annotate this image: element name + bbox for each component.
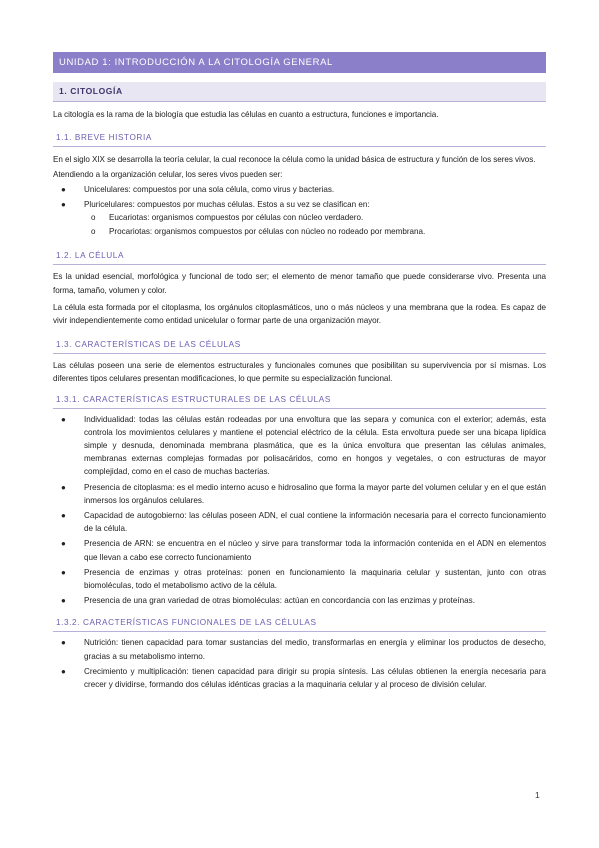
list-item: [53, 413, 546, 479]
list-item: [53, 636, 546, 662]
bullet-icon: ●: [61, 666, 66, 676]
list-item: [53, 481, 546, 507]
list-item-text: Nutrición: tienen capacidad para tomar sustancias del medio, transformarlas en energía y eliminar los productos de desecho, gracias a su metabolismo interno.: [84, 638, 546, 661]
list-item: [53, 198, 546, 211]
list-item: [53, 183, 546, 196]
bullet-list: [53, 183, 546, 239]
bullet-icon: ●: [61, 596, 66, 606]
list-item-text: Unicelulares: compuestos por una sola célula, como virus y bacterias.: [84, 184, 335, 194]
subsection-title-celula: 1.2. LA CÉLULA: [53, 248, 546, 265]
list-item: [53, 566, 546, 592]
list-item: [53, 665, 546, 691]
page-number: 1: [535, 790, 540, 800]
circle-bullet-icon: o: [91, 213, 96, 223]
bullet-list: [53, 636, 546, 691]
bullet-icon: ●: [61, 567, 66, 577]
bullet-icon: ●: [61, 184, 66, 194]
bullet-icon: ●: [61, 414, 66, 424]
list-item-text: Eucariotas: organismos compuestos por células con núcleo verdadero.: [109, 213, 364, 223]
bullet-icon: ●: [61, 539, 66, 549]
unit-title: UNIDAD 1: INTRODUCCIÓN A LA CITOLOGÍA GENERAL: [53, 52, 546, 73]
list-item-text: Pluricelulares: compuestos por muchas células. Estos a su vez se clasifican en:: [84, 199, 370, 209]
bullet-icon: ●: [61, 511, 66, 521]
bullet-icon: ●: [61, 482, 66, 492]
paragraph: La citología es la rama de la biología que estudia las células en cuanto a estructura, funciones e importancia.: [53, 110, 439, 119]
list-item: [53, 594, 546, 607]
paragraph: En el siglo XIX se desarrolla la teoría celular, la cual reconoce la célula como la unidad básica de estructura y función de los seres vivos.: [53, 155, 536, 165]
list-item-text: Individualidad: todas las células están rodeadas por una envoltura que las separa y comunica con el exterior; además, esta controla los movimientos celulares y mantiene el potencial eléctrico de la célula. Esta envoltura puede ser una bicapa lipídica simple y desnuda, denominada membrana plasmática, que es la única envoltura que presentan las células animales, membranas externas complejas formadas por polisacáridos, como en hongos y vegetales, o con estructuras de mayor complejidad, como en el caso de muchas bacterias.: [84, 414, 546, 477]
document-page: [53, 52, 546, 691]
list-item-text: Presencia de una gran variedad de otras biomoléculas: actúan en concordancia con las enzimas y proteínas.: [84, 596, 475, 606]
list-item-text: Capacidad de autogobierno: las células poseen ADN, el cual contiene la información necesaria para el correcto funcionamiento de la célula.: [84, 511, 546, 534]
section-title-citologia: 1. CITOLOGÍA: [53, 82, 546, 102]
bullet-list: [53, 413, 546, 608]
subsection-title-estructurales: 1.3.1. CARACTERÍSTICAS ESTRUCTURALES DE LAS CÉLULAS: [53, 392, 546, 409]
list-item-text: Crecimiento y multiplicación: tienen capacidad para dirigir su propia síntesis. Las células obtienen la energía necesaria para crecer y dividirse, formando dos células idénticas gracias a la maquinaria celular y al proceso de división celular.: [84, 666, 546, 690]
list-item-text: Procariotas: organismos compuestos por células con núcleo no rodeado por membrana.: [109, 227, 426, 237]
bullet-icon: ●: [61, 638, 66, 648]
subsection-title-funcionales: 1.3.2. CARACTERÍSTICAS FUNCIONALES DE LAS CÉLULAS: [53, 615, 546, 632]
list-item: [53, 537, 546, 563]
paragraph: La célula esta formada por el citoplasma, los orgánulos citoplasmáticos, uno o más núcleos y una membrana que la rodea. Es capaz de vivir independientemente como entidad unicelular o formar parte de una organización mayor.: [53, 302, 546, 326]
paragraph: Es la unidad esencial, morfológica y funcional de todo ser; el elemento de menor tamaño que puede considerarse vivo. Presenta una forma, tamaño, volumen y color.: [53, 272, 546, 295]
subsection-title-historia: 1.1. BREVE HISTORIA: [53, 130, 546, 147]
list-subitem: [53, 211, 546, 224]
bullet-icon: ●: [61, 199, 66, 209]
subsection-title-caracteristicas: 1.3. CARACTERÍSTICAS DE LAS CÉLULAS: [53, 337, 546, 354]
paragraph: Las células poseen una serie de elementos estructurales y funcionales comunes que posibilitan su supervivencia por sí mismas. Los diferentes tipos celulares presentan modificaciones, lo que permite su especialización funcional.: [53, 361, 546, 384]
list-subitem: [53, 225, 546, 238]
list-item-text: Presencia de enzimas y otras proteínas: ponen en funcionamiento la maquinaria celular y sustentan, junto con otras biomoléculas, todo el metabolismo activo de la célula.: [84, 567, 546, 591]
list-item-text: Presencia de ARN: se encuentra en el núcleo y sirve para transformar toda la información contenida en el ADN en elementos que llevan a cabo ese correcto funcionamiento: [84, 539, 546, 562]
list-item-text: Presencia de citoplasma: es el medio interno acuso e hidrosalino que forma la mayor parte del volumen celular y en el que están inmersos los orgánulos celulares.: [84, 482, 546, 505]
paragraph: Atendiendo a la organización celular, los seres vivos pueden ser:: [53, 170, 283, 180]
circle-bullet-icon: o: [91, 227, 96, 237]
list-item: [53, 509, 546, 535]
